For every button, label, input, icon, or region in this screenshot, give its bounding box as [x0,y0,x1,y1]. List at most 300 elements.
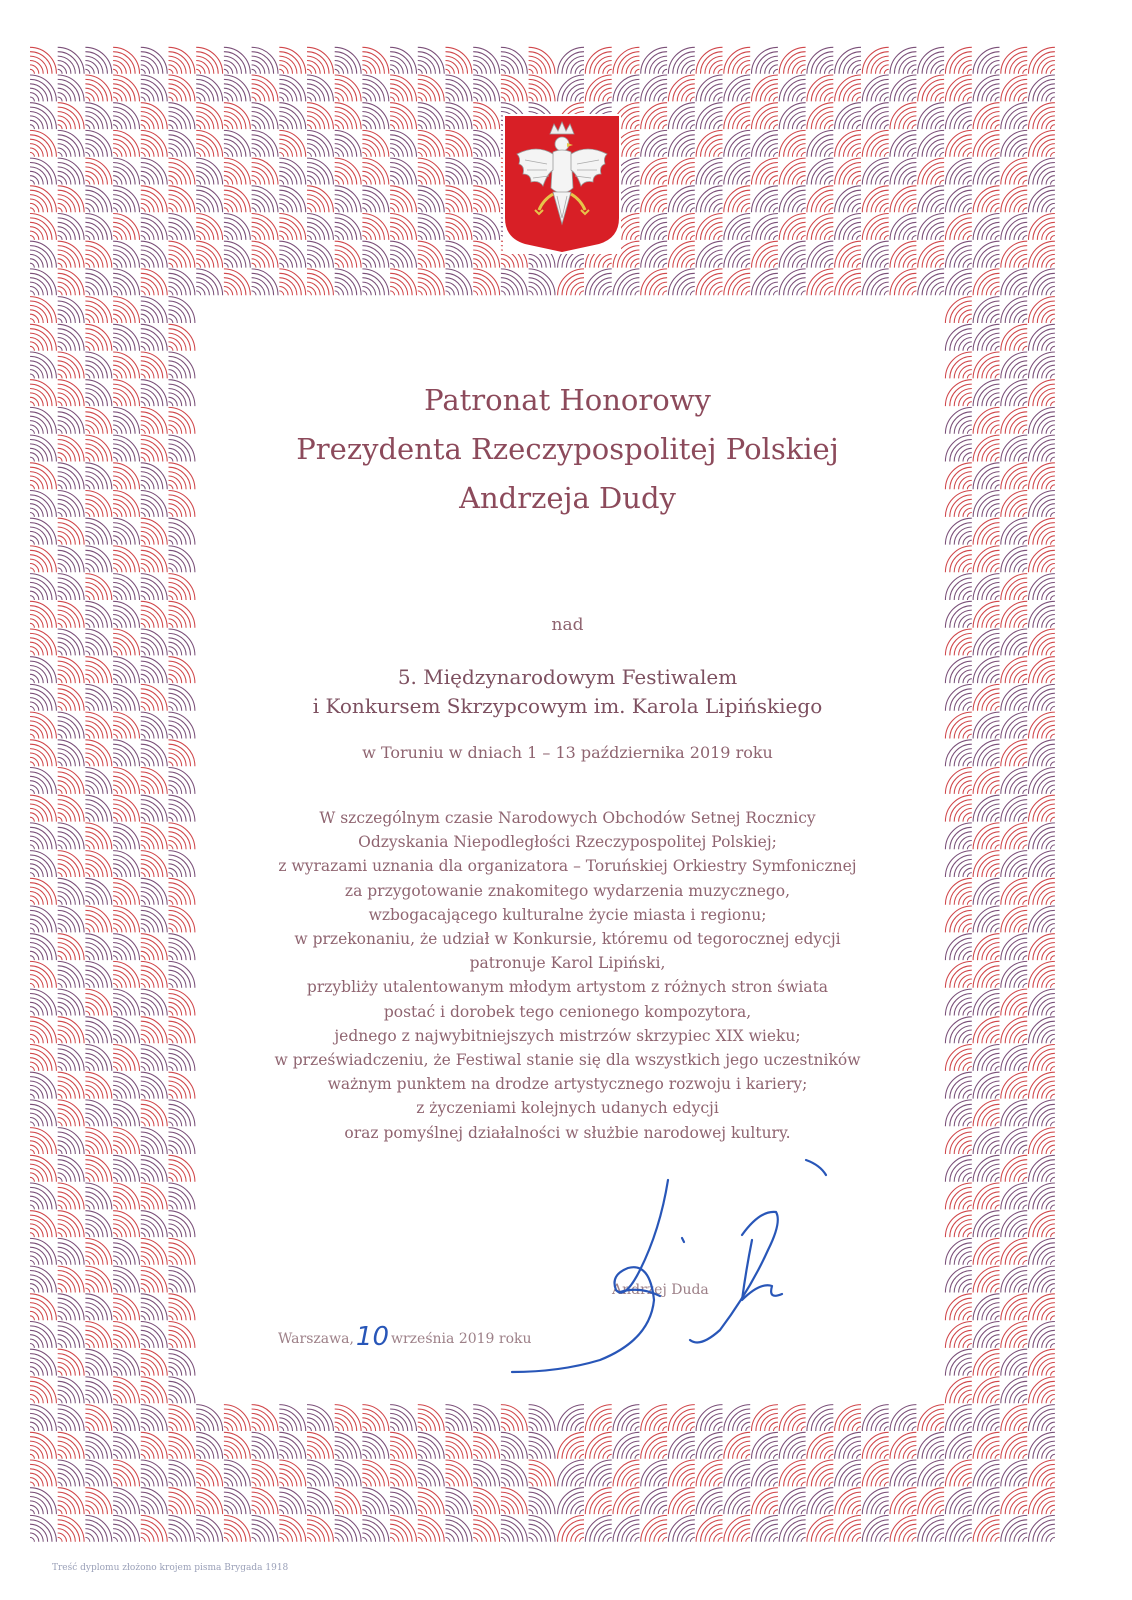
pattern-arc [113,319,117,323]
pattern-arc [58,1177,62,1181]
pattern-arc [774,97,778,101]
pattern-arc [945,491,971,517]
pattern-arc [141,1288,145,1292]
pattern-arc [85,180,89,184]
pattern-arc [820,1446,833,1459]
pattern-arc [1014,338,1027,351]
pattern-arc [668,1432,694,1458]
pattern-arc [918,158,944,184]
pattern-arc [986,88,999,101]
pattern-arc [85,1150,89,1154]
pattern-arc [30,790,34,794]
pattern-arc [792,171,805,184]
pattern-arc [169,365,182,378]
pattern-arc [1014,116,1027,129]
pattern-arc [141,144,154,157]
pattern-arc [613,269,639,295]
pattern-arc [696,1432,722,1458]
pattern-arc [1042,1307,1055,1320]
pattern-arc [1029,130,1055,156]
pattern-arc [580,263,584,267]
pattern-arc [1042,365,1055,378]
pattern-arc [558,1432,584,1458]
pattern-arc [58,568,62,572]
pattern-arc [169,651,173,655]
pattern-arc [959,310,972,323]
pattern-arc [995,983,999,987]
pattern-arc [113,1011,117,1015]
pattern-arc [801,208,805,212]
pattern-arc [884,263,888,267]
pattern-arc [252,1454,256,1458]
pattern-arc [973,1349,999,1375]
pattern-arc [857,291,861,295]
pattern-arc [835,214,861,240]
pattern-arc [85,463,111,489]
pattern-arc [967,1260,971,1264]
pattern-arc [58,310,71,323]
pattern-arc [1023,125,1027,129]
pattern-arc [141,1418,154,1431]
pattern-arc [307,208,311,212]
pattern-arc [169,975,182,988]
pattern-arc [390,1482,394,1486]
pattern-arc [85,291,89,295]
pattern-arc [1001,961,1027,987]
pattern-arc [169,448,182,461]
pattern-arc [279,241,305,267]
pattern-arc [113,762,117,766]
pattern-arc [529,263,533,267]
pattern-arc [30,906,56,932]
pattern-arc [1001,1100,1027,1126]
pattern-arc [1029,463,1055,489]
pattern-arc [85,429,89,433]
pattern-arc [696,1405,722,1431]
pattern-arc [279,69,283,73]
pattern-arc [986,476,999,489]
pattern-arc [30,1427,34,1431]
pattern-arc [1029,1128,1055,1154]
pattern-arc [995,1011,999,1015]
pattern-arc [30,1432,56,1458]
pattern-arc [1029,435,1055,461]
pattern-arc [141,983,145,987]
pattern-arc [85,1196,98,1209]
pattern-arc [945,435,971,461]
pattern-arc [1042,227,1055,240]
pattern-arc [986,504,999,517]
pattern-arc [113,116,126,129]
pattern-arc [690,1454,694,1458]
pattern-arc [30,1085,43,1098]
pattern-arc [890,241,916,267]
pattern-arc [141,900,145,904]
pattern-arc [30,491,56,517]
pattern-arc [1023,69,1027,73]
pattern-arc [801,97,805,101]
pattern-arc [446,171,459,184]
pattern-arc [774,291,778,295]
pattern-arc [835,186,861,212]
pattern-arc [169,740,195,766]
pattern-arc [884,152,888,156]
pattern-arc [307,1427,311,1431]
pattern-arc [918,47,944,73]
pattern-arc [829,125,833,129]
pattern-arc [113,983,117,987]
pattern-arc [141,1266,167,1292]
pattern-arc [113,531,126,544]
pattern-arc [995,513,999,517]
pattern-arc [931,199,944,212]
pattern-arc [1042,781,1055,794]
pattern-arc [986,559,999,572]
pattern-arc [85,1399,89,1403]
pattern-arc [307,291,311,295]
pattern-arc [30,1399,34,1403]
pattern-arc [473,214,499,240]
pattern-arc [690,236,694,240]
pattern-arc [362,69,366,73]
pattern-arc [857,69,861,73]
pattern-arc [820,61,833,74]
pattern-arc [1023,1177,1027,1181]
pattern-arc [418,69,422,73]
pattern-arc [641,1432,667,1458]
pattern-arc [580,291,584,295]
pattern-arc [1029,214,1055,240]
pattern-arc [718,1454,722,1458]
pattern-arc [141,1017,167,1043]
pattern-arc [862,269,888,295]
pattern-arc [418,152,422,156]
pattern-arc [529,1454,533,1458]
pattern-arc [58,1128,84,1154]
pattern-arc [945,1405,971,1431]
pattern-arc [1014,282,1027,295]
pattern-arc [58,845,62,849]
pattern-arc [30,1482,34,1486]
pattern-arc [820,199,833,212]
pattern-arc [141,947,154,960]
pattern-arc [1001,75,1027,101]
pattern-arc [169,1446,182,1459]
pattern-arc [85,97,89,101]
pattern-arc [884,69,888,73]
pattern-arc [418,75,444,101]
pattern-arc [765,199,778,212]
pattern-arc [718,1427,722,1431]
pattern-arc [1001,158,1027,184]
pattern-arc [967,180,971,184]
pattern-arc [580,1454,584,1458]
pattern-arc [959,1169,972,1182]
pattern-arc [967,1011,971,1015]
pattern-arc [1001,1155,1027,1181]
pattern-arc [169,1196,182,1209]
pattern-arc [959,975,972,988]
pattern-arc [58,254,71,267]
pattern-arc [307,227,320,240]
pattern-arc [141,282,154,295]
pattern-arc [113,670,126,683]
pattern-arc [279,61,292,74]
pattern-arc [1029,186,1055,212]
pattern-arc [113,540,117,544]
pattern-arc [169,227,182,240]
pattern-arc [335,1473,348,1486]
pattern-arc [752,47,778,73]
pattern-arc [30,1460,56,1486]
pattern-arc [113,504,126,517]
pattern-arc [279,144,292,157]
pattern-arc [30,1030,43,1043]
pattern-arc [1051,152,1055,156]
pattern-arc [959,753,972,766]
pattern-arc [820,282,833,295]
pattern-arc [890,130,916,156]
pattern-arc [995,1427,999,1431]
pattern-arc [169,1418,182,1431]
pattern-arc [169,989,195,1015]
pattern-arc [848,227,861,240]
pattern-arc [967,97,971,101]
pattern-arc [1051,1094,1055,1098]
pattern-arc [113,928,117,932]
pattern-arc [113,698,126,711]
pattern-arc [141,1399,145,1403]
pattern-arc [169,1294,195,1320]
pattern-arc [85,1085,98,1098]
pattern-arc [58,851,84,877]
pattern-arc [820,144,833,157]
pattern-arc [848,1446,861,1459]
pattern-arc [169,753,182,766]
pattern-arc [446,130,472,156]
pattern-arc [473,199,486,212]
pattern-arc [473,1454,477,1458]
pattern-arc [1023,1427,1027,1431]
pattern-arc [995,263,999,267]
pattern-arc [279,1418,292,1431]
pattern-arc [1014,310,1027,323]
pattern-arc [224,241,250,267]
pattern-arc [986,781,999,794]
pattern-arc [779,186,805,212]
pattern-arc [58,740,84,766]
pattern-arc [641,186,667,212]
pattern-arc [558,269,584,295]
pattern-arc [279,75,305,101]
pattern-arc [696,241,722,267]
pattern-arc [85,790,89,794]
pattern-arc [986,1058,999,1071]
pattern-arc [113,919,126,932]
pattern-arc [141,568,145,572]
pattern-arc [307,75,333,101]
pattern-arc [973,1045,999,1071]
pattern-arc [585,269,611,295]
pattern-arc [973,712,999,738]
pattern-arc [252,1482,256,1486]
pattern-arc [473,1473,486,1486]
pattern-arc [169,1307,182,1320]
pattern-arc [224,1405,250,1431]
pattern-arc [85,407,111,433]
pattern-arc [1014,171,1027,184]
pattern-arc [169,1316,173,1320]
pattern-arc [85,208,89,212]
pattern-arc [1014,670,1027,683]
pattern-arc [58,1067,62,1071]
pattern-arc [663,1482,667,1486]
pattern-arc [85,236,89,240]
pattern-arc [58,546,84,572]
pattern-arc [418,1427,422,1431]
pattern-arc [113,725,126,738]
pattern-arc [501,1473,514,1486]
pattern-arc [30,1045,56,1071]
pattern-arc [1014,836,1027,849]
pattern-arc [663,208,667,212]
pattern-arc [959,116,972,129]
pattern-arc [362,1473,375,1486]
pattern-arc [829,208,833,212]
pattern-arc [626,116,639,129]
pattern-arc [752,186,778,212]
pattern-arc [30,642,43,655]
pattern-arc [884,97,888,101]
pattern-arc [945,1238,971,1264]
pattern-arc [737,1418,750,1431]
pattern-arc [85,823,111,849]
pattern-arc [1042,448,1055,461]
pattern-arc [418,158,444,184]
pattern-arc [446,116,459,129]
pattern-arc [1051,928,1055,932]
pattern-arc [85,171,98,184]
pattern-arc [995,817,999,821]
pattern-arc [30,878,56,904]
pattern-arc [141,808,154,821]
pattern-arc [141,346,145,350]
pattern-arc [169,725,182,738]
pattern-arc [169,1432,195,1458]
pattern-arc [113,338,126,351]
pattern-arc [940,263,944,267]
pattern-arc [169,1128,195,1154]
pattern-arc [30,1072,56,1098]
pattern-arc [1014,1279,1027,1292]
pattern-arc [848,254,861,267]
pattern-arc [1023,208,1027,212]
pattern-arc [765,61,778,74]
pattern-arc [945,324,971,350]
pattern-arc [58,725,71,738]
pattern-arc [967,1371,971,1375]
pattern-arc [113,574,139,600]
pattern-arc [141,1122,145,1126]
pattern-arc [835,269,861,295]
pattern-arc [169,1454,173,1458]
pattern-arc [607,1454,611,1458]
pattern-arc [709,61,722,74]
pattern-arc [641,1405,667,1431]
pattern-arc [1023,706,1027,710]
pattern-arc [1051,1150,1055,1154]
pattern-arc [30,158,56,184]
pattern-arc [30,236,34,240]
pattern-arc [30,1405,56,1431]
pattern-arc [501,282,514,295]
pattern-arc [307,144,320,157]
pattern-arc [779,1405,805,1431]
pattern-arc [58,1344,62,1348]
pattern-arc [113,435,139,461]
pattern-arc [737,61,750,74]
pattern-arc [1051,651,1055,655]
pattern-arc [890,269,916,295]
pattern-arc [690,1427,694,1431]
pattern-arc [945,684,971,710]
pattern-arc [169,214,195,240]
pattern-arc [529,97,533,101]
pattern-arc [58,1169,71,1182]
pattern-arc [113,1482,117,1486]
pattern-arc [141,518,167,544]
pattern-arc [973,601,999,627]
pattern-arc [884,208,888,212]
pattern-arc [141,657,167,683]
pattern-arc [30,47,56,73]
pattern-arc [335,214,361,240]
pattern-arc [58,961,84,987]
pattern-arc [1001,103,1027,129]
pattern-arc [663,236,667,240]
pattern-arc [959,1335,972,1348]
pattern-arc [1029,601,1055,627]
pattern-arc [918,186,944,212]
pattern-arc [30,919,43,932]
pattern-arc [252,1473,265,1486]
pattern-arc [746,152,750,156]
pattern-arc [58,518,84,544]
pattern-arc [599,1446,612,1459]
pattern-arc [765,116,778,129]
pattern-arc [918,75,944,101]
pattern-arc [30,670,43,683]
pattern-arc [113,463,139,489]
pattern-arc [446,1473,459,1486]
pattern-arc [1042,725,1055,738]
pattern-arc [141,615,154,628]
pattern-arc [558,47,584,73]
pattern-arc [169,1335,182,1348]
pattern-arc [473,180,477,184]
pattern-arc [58,540,62,544]
pattern-arc [635,97,639,101]
pattern-arc [746,208,750,212]
pattern-arc [774,1454,778,1458]
pattern-arc [58,706,62,710]
pattern-arc [252,125,256,129]
pattern-arc [113,740,139,766]
pattern-arc [682,1446,695,1459]
pattern-arc [995,873,999,877]
pattern-arc [252,291,256,295]
pattern-arc [918,1405,944,1431]
